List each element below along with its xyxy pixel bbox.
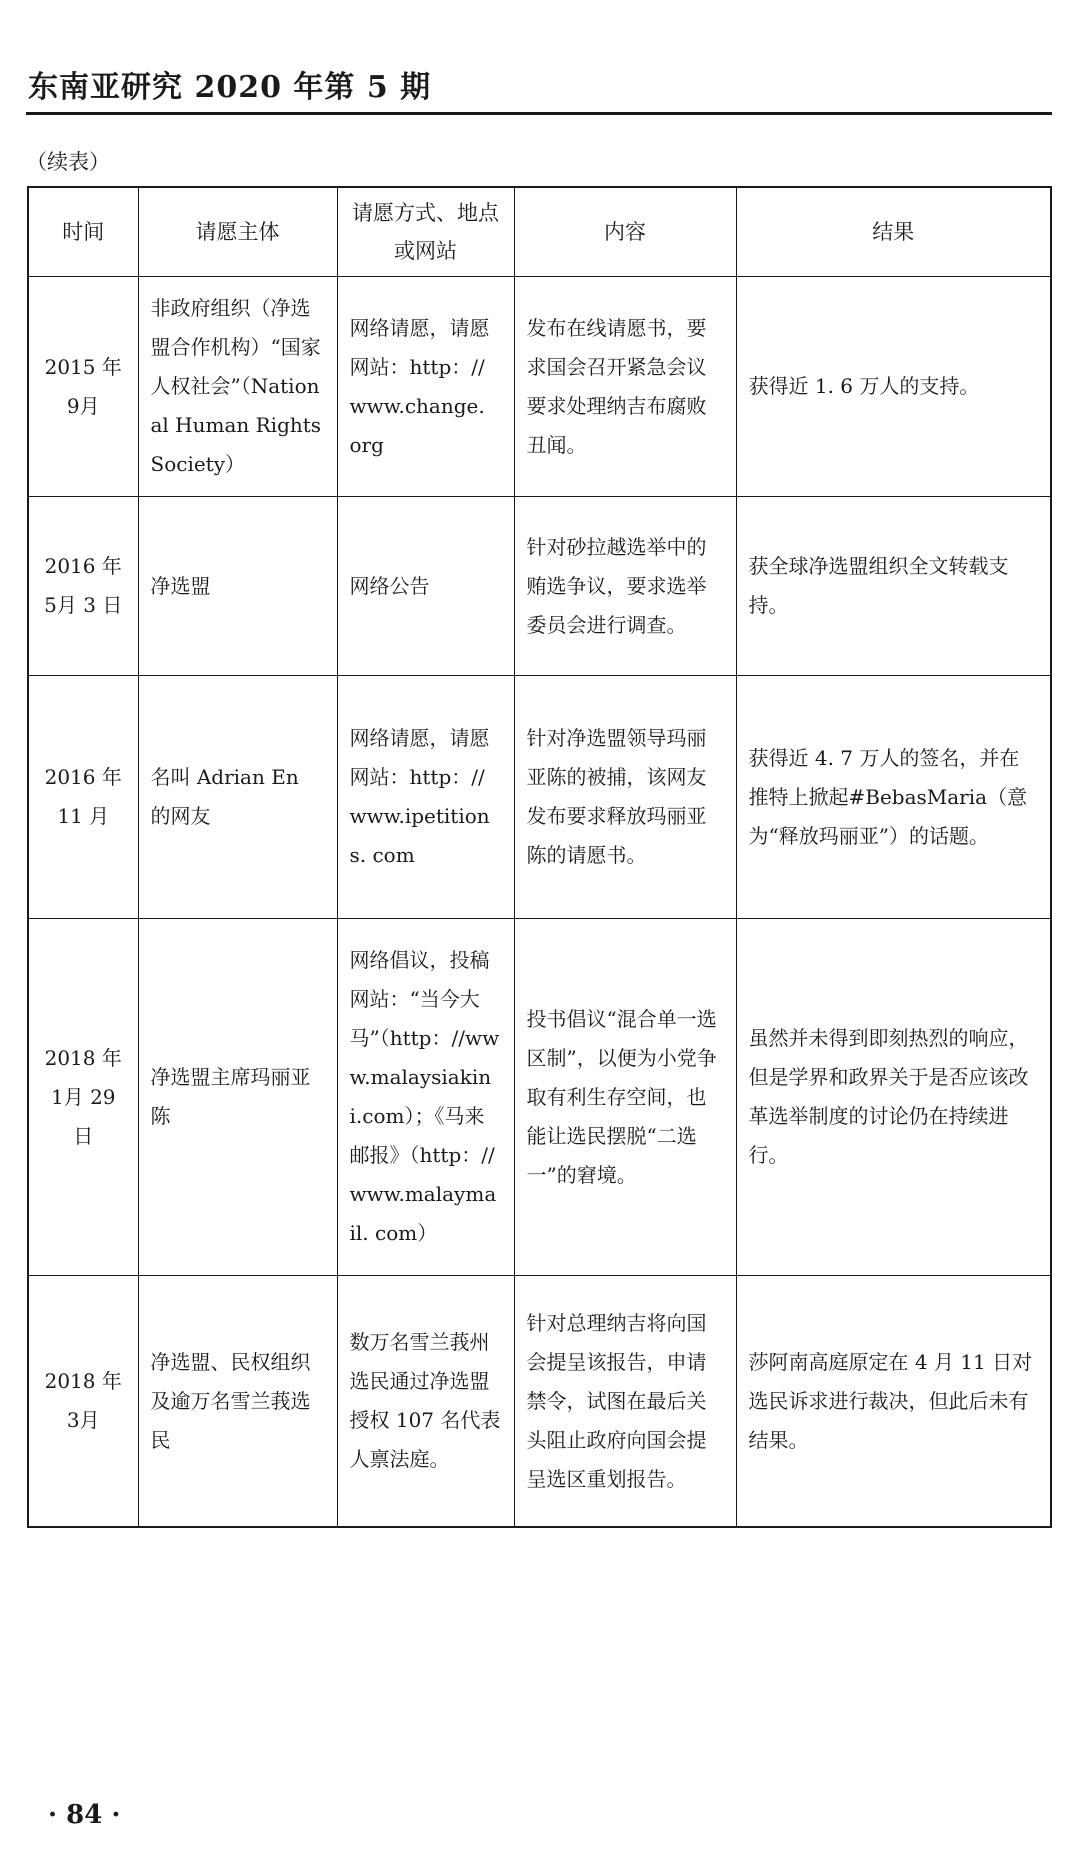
table-row	[28, 1276, 1051, 1528]
cell-content: 发布在线请愿书，要求国会召开紧急会议要求处理纳吉布腐败丑闻。	[514, 277, 736, 497]
cell-method: 数万名雪兰莪州选民通过净选盟授权 107 名代表人禀法庭。	[337, 1276, 514, 1528]
column-header-result: 结果	[736, 187, 1051, 277]
cell-method: 网络公告	[337, 497, 514, 676]
cell-subject: 净选盟主席玛丽亚陈	[138, 919, 337, 1276]
table-row	[28, 919, 1051, 1276]
running-header: 东南亚研究 2020 年第 5 期	[28, 70, 432, 105]
cell-time: 2018 年 1月 29 日	[28, 919, 138, 1276]
cell-content: 针对砂拉越选举中的贿选争议，要求选举委员会进行调查。	[514, 497, 736, 676]
cell-subject: 名叫 Adrian En 的网友	[138, 676, 337, 919]
column-header-content: 内容	[514, 187, 736, 277]
cell-time: 2016 年 11 月	[28, 676, 138, 919]
cell-subject: 净选盟	[138, 497, 337, 676]
column-header-subject: 请愿主体	[138, 187, 337, 277]
cell-method: 网络请愿，请愿网站：http：//www.ipetitions. com	[337, 676, 514, 919]
cell-result: 获得近 4. 7 万人的签名，并在推特上掀起#BebasMaria（意为“释放玛丽亚”）的话题。	[736, 676, 1051, 919]
cell-subject: 净选盟、民权组织及逾万名雪兰莪选民	[138, 1276, 337, 1528]
cell-method: 网络请愿，请愿网站：http：//www.change. org	[337, 277, 514, 497]
cell-result: 获得近 1. 6 万人的支持。	[736, 277, 1051, 497]
cell-subject: 非政府组织（净选盟合作机构）“国家人权社会”（National Human Rights Society）	[138, 277, 337, 497]
cell-result: 获全球净选盟组织全文转载支持。	[736, 497, 1051, 676]
cell-content: 针对总理纳吉将向国会提呈该报告，申请禁令，试图在最后关头阻止政府向国会提呈选区重划报告。	[514, 1276, 736, 1528]
cell-time: 2015 年 9月	[28, 277, 138, 497]
cell-result: 虽然并未得到即刻热烈的响应，但是学界和政界关于是否应该改革选举制度的讨论仍在持续进行。	[736, 919, 1051, 1276]
table-row	[28, 277, 1051, 497]
petition-table	[27, 186, 1052, 1528]
table-header	[28, 187, 1051, 277]
table-body	[28, 277, 1051, 1528]
cell-time: 2018 年 3月	[28, 1276, 138, 1528]
cell-method: 网络倡议，投稿网站：“当今大马”（http：//www.malaysiakini.com）；《马来邮报》（http：//www.malaymail. com）	[337, 919, 514, 1276]
column-header-method: 请愿方式、地点或网站	[337, 187, 514, 277]
cell-content: 投书倡议“混合单一选区制”，以便为小党争取有利生存空间，也能让选民摆脱“二选一”的窘境。	[514, 919, 736, 1276]
continued-table-label: （续表）	[26, 150, 110, 174]
cell-result: 莎阿南高庭原定在 4 月 11 日对选民诉求进行裁决，但此后未有结果。	[736, 1276, 1051, 1528]
cell-time: 2016 年 5月 3 日	[28, 497, 138, 676]
header-rule	[26, 112, 1052, 115]
table-row	[28, 497, 1051, 676]
table-header-row	[28, 187, 1051, 277]
table-row	[28, 676, 1051, 919]
cell-content: 针对净选盟领导玛丽亚陈的被捕，该网友发布要求释放玛丽亚陈的请愿书。	[514, 676, 736, 919]
column-header-time: 时间	[28, 187, 138, 277]
page-number: · 84 ·	[48, 1800, 121, 1830]
